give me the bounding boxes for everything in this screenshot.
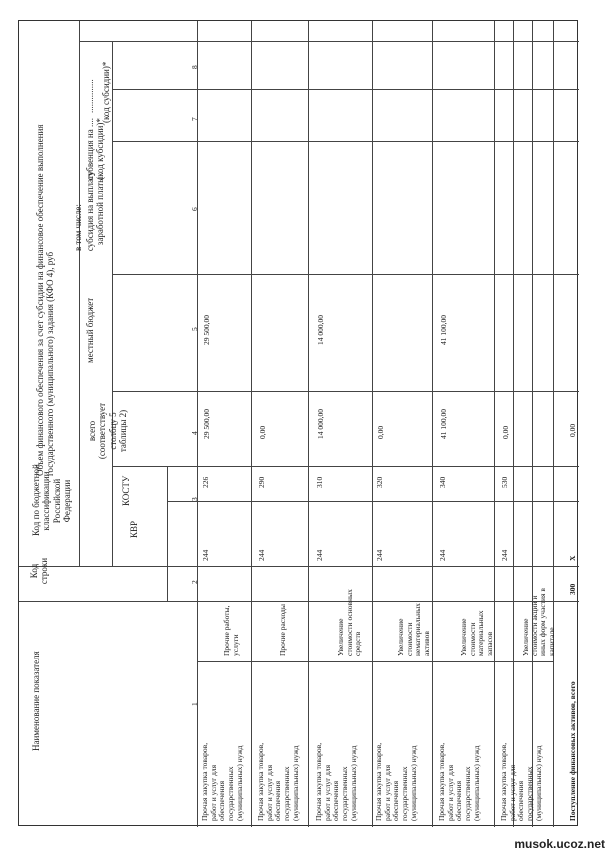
header-kvr: КВР (129, 520, 139, 538)
row-kosgu: 310 (315, 476, 324, 488)
row-sub-name-line: Увеличение (521, 618, 530, 656)
row-local: 29 500,00 (202, 315, 211, 345)
column-boundary (112, 89, 579, 90)
row-name (201, 743, 244, 821)
row-name-line: (муниципальных) нужд (348, 745, 358, 821)
total-row-total: 0,00 (568, 423, 577, 437)
header-volume (35, 125, 56, 476)
row-name-line: обеспечения (331, 780, 341, 821)
header-subvention-line: субвенция на .... (85, 118, 95, 180)
row-sub-name-line: средств (353, 631, 363, 656)
row-name-line: государственных (524, 766, 534, 821)
header-kbk-line: Российской (51, 478, 62, 524)
column-boundary (19, 566, 579, 567)
column-boundary (112, 274, 579, 275)
header-subvention-line: (код кубсидии)* (95, 118, 106, 180)
header-code (29, 541, 50, 601)
total-row-code: 300 (568, 583, 577, 595)
header-subsidy-code: (код субсидии)* (101, 61, 111, 123)
row-name (438, 743, 481, 821)
column-number: 7 (190, 117, 199, 121)
row-name-line: работ и услуг для (382, 764, 392, 821)
row-total: 0,00 (501, 425, 510, 439)
row-sub-name-line: иных форм участия в (538, 588, 548, 656)
column-number: 6 (190, 207, 199, 211)
column-number: 3 (190, 497, 199, 501)
row-sub-name (522, 588, 557, 656)
row-name-line: Прочая закупка товаров, (314, 742, 323, 821)
row-total: 29 500,00 (202, 409, 211, 439)
row-name-line: работ и услуг для (264, 764, 274, 821)
row-sub-name-line: Увеличение (396, 618, 405, 656)
row-kvr: 244 (315, 549, 324, 561)
row-sub-name-line: Увеличение (336, 618, 345, 656)
total-row-kvr: X (568, 555, 577, 561)
row-sub-name-line: Прочие расходы (278, 604, 287, 656)
row-total: 0,00 (258, 425, 267, 439)
row-name-line: работ и услуг для (445, 764, 455, 821)
row-name (375, 743, 418, 821)
column-boundary (167, 501, 579, 502)
row-name-line: обеспечения (391, 780, 401, 821)
column-number: 8 (190, 65, 199, 69)
column-boundary (79, 41, 579, 42)
header-kbk-line: Федерации (62, 479, 73, 523)
row-kvr: 244 (201, 549, 210, 561)
column-number: 1 (190, 702, 199, 706)
row-name-line: обеспечения (217, 780, 227, 821)
column-number: 5 (190, 327, 199, 331)
row-sub-name-line: активов (421, 631, 431, 656)
header-total-line: таблицы 2) (118, 409, 129, 453)
row-sub-name-line: материальных (476, 610, 486, 656)
row-name-line: Прочая закупка товаров, (200, 742, 209, 821)
row-sub-name-line: стоимости основных (344, 589, 354, 656)
header-in-that-number: в том числе: (73, 204, 83, 251)
row-name-line: (муниципальных) нужд (234, 745, 244, 821)
row-kvr: 244 (438, 549, 447, 561)
row-name-line: государственных (281, 766, 291, 821)
row-sub-name (223, 606, 240, 656)
row-kosgu: 290 (257, 476, 266, 488)
column-boundary (112, 141, 579, 142)
header-local-budget: местный бюджет (85, 297, 95, 363)
row-name-line: обеспечения (454, 780, 464, 821)
row-sub-name-line: запасов (484, 631, 494, 656)
row-name-line: Прочая закупка товаров, (499, 742, 508, 821)
row-name-line: государственных (462, 766, 472, 821)
row-total: 0,00 (376, 425, 385, 439)
header-kbk-line: Код по бюджетной (31, 464, 41, 536)
header-name: Наименование показателя (31, 651, 41, 751)
row-name-line: работ и услуг для (322, 764, 332, 821)
row-sub-name-line: капитале (546, 627, 556, 656)
row-sub-name-line: стоимости (404, 622, 414, 656)
row-sub-name-line: нематериальных (413, 603, 423, 656)
name-split (197, 661, 553, 662)
row-local: 41 100,00 (439, 315, 448, 345)
column-boundary (112, 391, 579, 392)
row-kosgu: 226 (201, 476, 210, 488)
row-name (315, 743, 358, 821)
row-kvr: 244 (375, 549, 384, 561)
row-sub-name-line: услуги (230, 634, 240, 656)
header-separator (112, 41, 113, 566)
header-total-line: всего (87, 420, 97, 442)
header-dots: ............... (85, 79, 95, 113)
column-boundary (19, 601, 579, 602)
header-separator (79, 21, 80, 566)
site-watermark: musok.ucoz.net (514, 837, 605, 851)
row-sub-name (337, 589, 363, 656)
header-code-line: Код (29, 563, 39, 579)
header-volume-line: государственного (муниципального) задания (КФО 4), руб (45, 251, 56, 476)
header-kbk-line: классификации (41, 471, 52, 531)
header-code-line: строки (39, 557, 50, 585)
row-kosgu: 340 (438, 476, 447, 488)
row-kosgu: 530 (500, 476, 509, 488)
header-kosgu: КОСТУ (121, 475, 131, 506)
header-separator (167, 466, 168, 601)
row-name-line: государственных (399, 766, 409, 821)
row-sub-name-line: Увеличение (459, 618, 468, 656)
row-name-line: работ и услуг для (507, 764, 517, 821)
row-sub-name-line: Прочие работы, (222, 605, 231, 656)
row-sub-name (460, 610, 495, 656)
row-name-line: Прочая закупка товаров, (256, 742, 265, 821)
row-kosgu: 320 (375, 476, 384, 488)
row-name-line: обеспечения (273, 780, 283, 821)
row-name-line: (муниципальных) нужд (471, 745, 481, 821)
row-kvr: 244 (257, 549, 266, 561)
header-salary-subsidy-line: заработной платы (95, 176, 106, 246)
header-salary-subsidy-line: субсидия на выплату (85, 170, 95, 252)
row-name-line: обеспечения (516, 780, 526, 821)
row-kvr: 244 (500, 549, 509, 561)
row-name-line: Прочая закупка товаров, (374, 742, 383, 821)
column-number: 2 (190, 580, 199, 584)
header-total-line: (соответствует (97, 402, 108, 460)
column-boundary (112, 466, 579, 467)
row-name-line: (муниципальных) нужд (533, 745, 543, 821)
row-name-line: Прочая закупка товаров, (437, 742, 446, 821)
row-name-line: государственных (339, 766, 349, 821)
header-kbk (31, 466, 72, 536)
row-total: 41 100,00 (439, 409, 448, 439)
row-name-line: государственных (225, 766, 235, 821)
row-local: 14 000,00 (316, 315, 325, 345)
row-sub-name-line: стоимости акций и (529, 595, 539, 656)
row-name-line: (муниципальных) нужд (408, 745, 418, 821)
header-volume-line: Объем финансового обеспечения за счет субсидии на финансовое обеспечение выполнения (35, 124, 45, 476)
column-number: 4 (190, 431, 199, 435)
total-row-name: Поступление финансовых активов, всего (568, 681, 577, 821)
row-total: 14 000,00 (316, 409, 325, 439)
row-name-line: работ и услуг для (208, 764, 218, 821)
row-sub-name (279, 604, 288, 656)
document-table (18, 20, 578, 826)
row-sub-name-line: стоимости (467, 622, 477, 656)
row-name-line: (муниципальных) нужд (290, 745, 300, 821)
row-name (500, 743, 543, 821)
header-total (87, 401, 128, 461)
row-sub-name (397, 603, 432, 656)
row-name (257, 743, 300, 821)
header-total-line: столбцу 5 (107, 412, 118, 450)
